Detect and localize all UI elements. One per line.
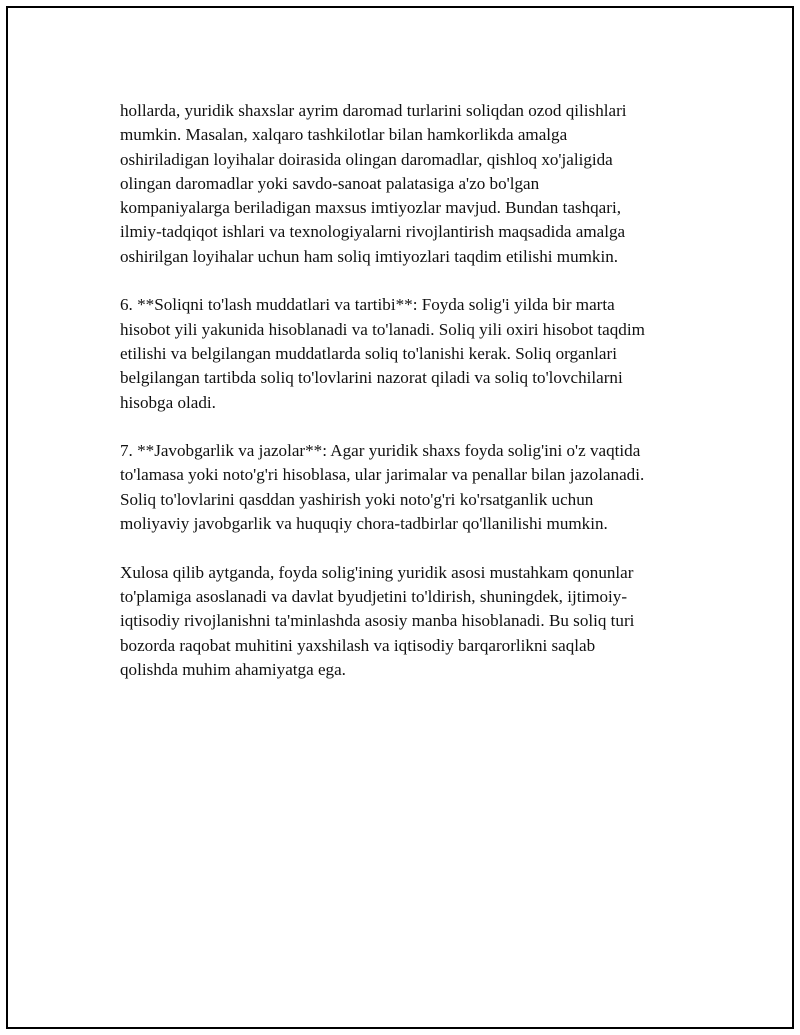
text-line: 6. **Soliqni to'lash muddatlari va tartibi**: Foyda solig'i yilda bir marta (120, 295, 615, 315)
paragraph-liability (120, 439, 700, 536)
text-line: hisobot yili yakunida hisoblanadi va to'lanadi. Soliq yili oxiri hisobot taqdim (120, 319, 645, 339)
text-line: 7. **Javobgarlik va jazolar**: Agar yuridik shaxs foyda solig'ini o'z vaqtida (120, 441, 641, 461)
text-line: Xulosa qilib aytganda, foyda solig'ining yuridik asosi mustahkam qonunlar (120, 562, 634, 582)
text-line: Soliq to'lovlarini qasddan yashirish yoki noto'g'ri ko'rsatganlik uchun (120, 489, 594, 509)
text-line: etilishi va belgilangan muddatlarda soliq to'lanishi kerak. Soliq organlari (120, 343, 617, 363)
text-line: moliyaviy javobgarlik va huquqiy chora-tadbirlar qo'llanilishi mumkin. (120, 514, 608, 534)
text-line: to'plamiga asoslanadi va davlat byudjetini to'ldirish, shuningdek, ijtimoiy- (120, 586, 628, 606)
text-line: hisobga oladi. (120, 392, 216, 412)
text-line: bozorda raqobat muhitini yaxshilash va iqtisodiy barqarorlikni saqlab (120, 635, 596, 655)
text-line: hollarda, yuridik shaxslar ayrim daromad turlarini soliqdan ozod qilishlari (120, 101, 627, 120)
document-body (120, 99, 700, 706)
text-line: qolishda muhim ahamiyatga ega. (120, 659, 346, 679)
text-line: ilmiy-tadqiqot ishlari va texnologiyalarni rivojlantirish maqsadida amalga (120, 222, 626, 242)
text-line: kompaniyalarga beriladigan maxsus imtiyozlar mavjud. Bundan tashqari, (120, 198, 621, 218)
paragraph-payment-terms (120, 293, 700, 414)
page-frame (6, 6, 794, 1029)
text-line: iqtisodiy rivojlanishni ta'minlashda asosiy manba hisoblanadi. Bu soliq turi (120, 611, 635, 631)
text-line: oshirilgan loyihalar uchun ham soliq imtiyozlari taqdim etilishi mumkin. (120, 246, 619, 266)
text-line: to'lamasa yoki noto'g'ri hisoblasa, ular jarimalar va penallar bilan jazolanadi. (120, 465, 645, 485)
paragraph-exemptions (120, 99, 700, 269)
text-line: olingan daromadlar yoki savdo-sanoat palatasiga a'zo bo'lgan (120, 173, 540, 193)
text-line: mumkin. Masalan, xalqaro tashkilotlar bilan hamkorlikda amalga (120, 125, 568, 145)
text-line: oshiriladigan loyihalar doirasida olingan daromadlar, qishloq xo'jaligida (120, 149, 613, 169)
paragraph-conclusion (120, 561, 700, 682)
text-line: belgilangan tartibda soliq to'lovlarini nazorat qiladi va soliq to'lovchilarni (120, 368, 623, 388)
